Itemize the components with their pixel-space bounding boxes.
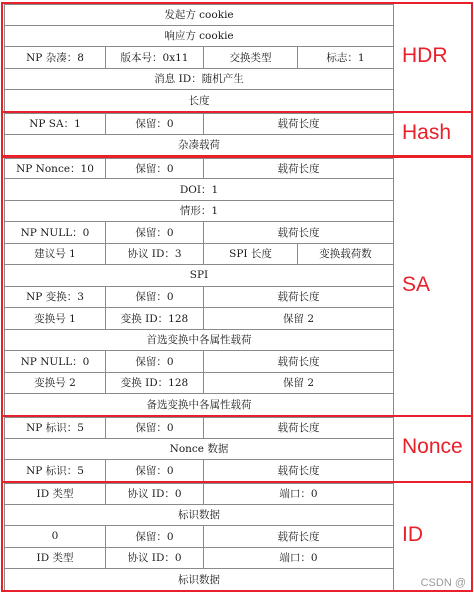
field-cell: 变换 ID：128 <box>106 308 204 330</box>
packet-row <box>4 439 394 461</box>
section-label-hash: Hash <box>402 120 452 144</box>
field-cell: 变换号 1 <box>4 308 106 330</box>
section-label-id: ID <box>402 522 423 546</box>
field-cell: 标识数据 <box>4 569 394 591</box>
field-cell: 发起方 cookie <box>4 4 394 26</box>
section-label-sa: SA <box>402 272 431 296</box>
field-cell: 备选变换中各属性载荷 <box>4 394 394 416</box>
field-cell: NP 变换：3 <box>4 287 106 309</box>
packet-row <box>4 548 394 570</box>
packet-row <box>4 47 394 69</box>
field-cell: 交换类型 <box>204 47 298 69</box>
field-cell: 载荷长度 <box>204 526 394 548</box>
packet-row <box>4 373 394 395</box>
field-cell: 保留 2 <box>204 308 394 330</box>
field-cell: 保留：0 <box>106 222 204 244</box>
packet-row <box>4 179 394 201</box>
packet-row <box>4 201 394 223</box>
packet-row <box>4 569 394 591</box>
isakmp-packet-diagram <box>4 4 394 591</box>
field-cell: 标识数据 <box>4 505 394 527</box>
packet-row <box>4 69 394 91</box>
packet-row <box>4 394 394 416</box>
field-cell: 首选变换中各属性载荷 <box>4 330 394 352</box>
field-cell: 载荷长度 <box>204 460 394 482</box>
packet-row <box>4 90 394 112</box>
packet-row <box>4 265 394 287</box>
field-cell: 0 <box>4 526 106 548</box>
field-cell: 标志：1 <box>298 47 394 69</box>
field-cell: 载荷长度 <box>204 222 394 244</box>
packet-row <box>4 287 394 309</box>
packet-row <box>4 244 394 266</box>
field-cell: NP SA：1 <box>4 113 106 135</box>
field-cell: 保留：0 <box>106 113 204 135</box>
packet-row <box>4 222 394 244</box>
field-cell: 载荷长度 <box>204 113 394 135</box>
field-cell: 端口：0 <box>204 483 394 505</box>
packet-row <box>4 26 394 48</box>
field-cell: 载荷长度 <box>204 287 394 309</box>
packet-row <box>4 135 394 157</box>
field-cell: 保留 2 <box>204 373 394 395</box>
section-label-hdr: HDR <box>402 43 448 67</box>
field-cell: Nonce 数据 <box>4 439 394 461</box>
packet-row <box>4 4 394 26</box>
packet-row <box>4 417 394 439</box>
section-label-nonce: Nonce <box>402 435 463 459</box>
field-cell: 建议号 1 <box>4 244 106 266</box>
field-cell: 消息 ID：随机产生 <box>4 69 394 91</box>
packet-row <box>4 351 394 373</box>
field-cell: 版本号：0x11 <box>106 47 204 69</box>
field-cell: NP 标识：5 <box>4 460 106 482</box>
field-cell: NP 标识：5 <box>4 417 106 439</box>
field-cell: 变换载荷数 <box>298 244 394 266</box>
field-cell: 响应方 cookie <box>4 26 394 48</box>
field-cell: SPI 长度 <box>204 244 298 266</box>
field-cell: 保留：0 <box>106 417 204 439</box>
field-cell: 协议 ID：3 <box>106 244 204 266</box>
field-cell: 协议 ID：0 <box>106 483 204 505</box>
field-cell: NP NULL：0 <box>4 351 106 373</box>
packet-row <box>4 526 394 548</box>
field-cell: NP Nonce：10 <box>4 158 106 180</box>
field-cell: NP 杂凑：8 <box>4 47 106 69</box>
field-cell: 载荷长度 <box>204 417 394 439</box>
packet-row <box>4 505 394 527</box>
packet-row <box>4 113 394 135</box>
field-cell: 情形：1 <box>4 201 394 223</box>
field-cell: 载荷长度 <box>204 351 394 373</box>
field-cell: 保留：0 <box>106 287 204 309</box>
packet-row <box>4 158 394 180</box>
field-cell: ID 类型 <box>4 548 106 570</box>
packet-row <box>4 330 394 352</box>
field-cell: ID 类型 <box>4 483 106 505</box>
field-cell: 端口：0 <box>204 548 394 570</box>
field-cell: 保留：0 <box>106 460 204 482</box>
field-cell: 协议 ID：0 <box>106 548 204 570</box>
field-cell: 长度 <box>4 90 394 112</box>
watermark: CSDN @ <box>420 577 466 589</box>
field-cell: 变换号 2 <box>4 373 106 395</box>
field-cell: NP NULL：0 <box>4 222 106 244</box>
field-cell: 载荷长度 <box>204 158 394 180</box>
field-cell: 杂凑载荷 <box>4 135 394 157</box>
field-cell: 保留：0 <box>106 526 204 548</box>
packet-row <box>4 483 394 505</box>
field-cell: 保留：0 <box>106 351 204 373</box>
field-cell: SPI <box>4 265 394 287</box>
field-cell: 变换 ID：128 <box>106 373 204 395</box>
packet-row <box>4 308 394 330</box>
field-cell: DOI：1 <box>4 179 394 201</box>
packet-row <box>4 460 394 482</box>
field-cell: 保留：0 <box>106 158 204 180</box>
